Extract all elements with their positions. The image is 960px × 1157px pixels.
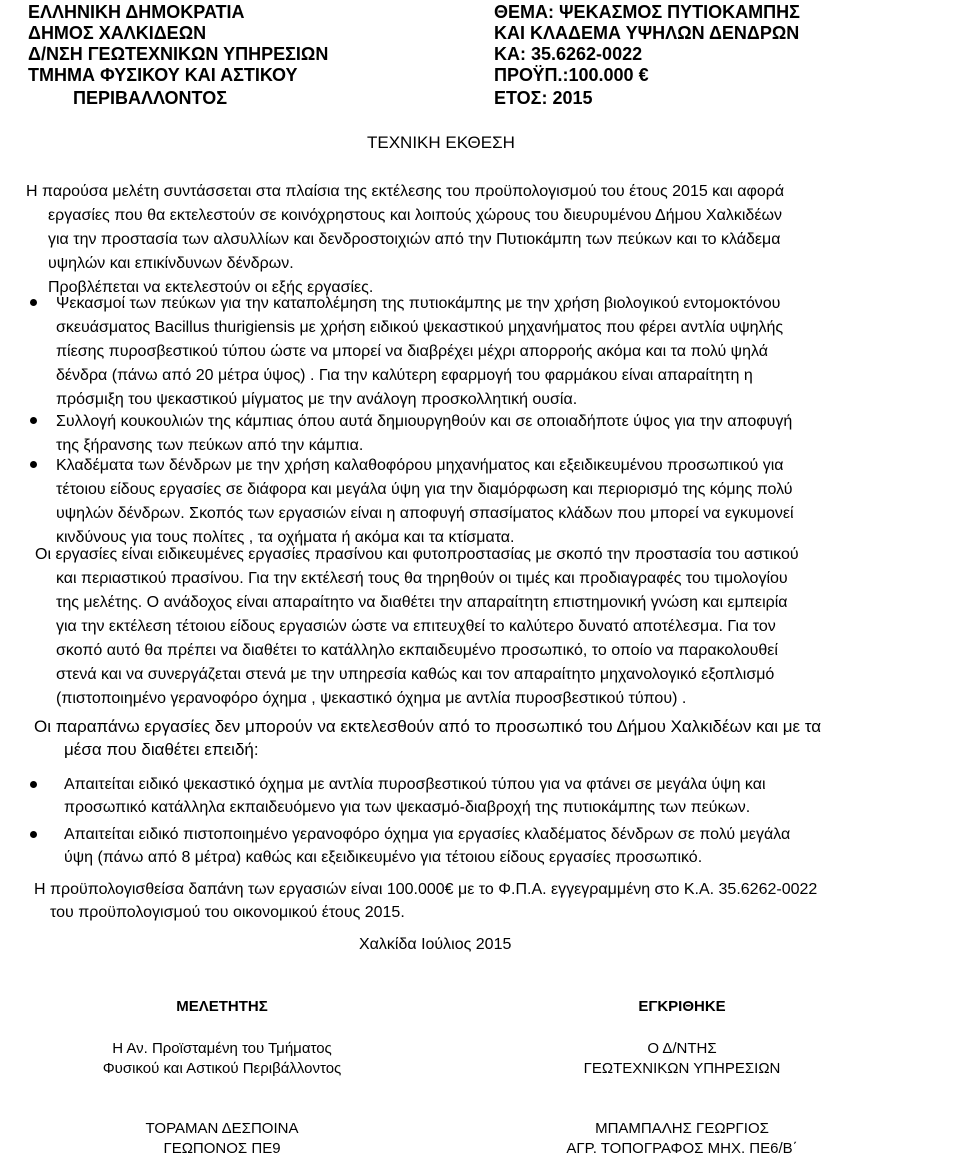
reason-line-2: μέσα που διαθέτει επειδή: bbox=[64, 740, 259, 759]
work-3-line-2: τέτοιου είδους εργασίες σε διάφορα και μεγάλα ύψη για την διαμόρφωση και περιορισμό της κόμης πολύ bbox=[56, 481, 793, 498]
budget-code: ΚΑ: 35.6262-0022 bbox=[494, 44, 643, 64]
work-1-line-1: Ψεκασμοί των πεύκων για την καταπολέμηση της πυτιοκάμπης με την χρήση βιολογικού εντομοκτόνου bbox=[56, 295, 781, 312]
work-1-line-3: πίεσης πυροσβεστικού τύπου ώστε να μπορεί να διαβρέχει μέχρι απορροής ακόμα και τα πολύ ψηλά bbox=[56, 343, 768, 360]
approver-role-2: ΓΕΩΤΕΧΝΙΚΩΝ ΥΠΗΡΕΣΙΩΝ bbox=[583, 1060, 781, 1077]
agency-line-3: Δ/ΝΣΗ ΓΕΩΤΕΧΝΙΚΩΝ ΥΠΗΡΕΣΙΩΝ bbox=[28, 44, 329, 64]
work-1-line-4: δένδρα (πάνω από 20 μέτρα ύψος) . Για την καλύτερη εφαρμογή του φαρμάκου είναι απαραίτητη η bbox=[56, 367, 753, 384]
reason-2-line-2: ύψη (πάνω από 8 μέτρα) καθώς και εξειδικευμένο για τέτοιου είδους εργασίες προσωπικό. bbox=[64, 849, 703, 866]
approver-role-1: Ο Δ/ΝΤΗΣ bbox=[647, 1040, 717, 1057]
intro-line-5: Προβλέπεται να εκτελεστούν οι εξής εργασίες. bbox=[48, 279, 374, 296]
budget-line-1: Η προϋπολογισθείσα δαπάνη των εργασιών είναι 100.000€ με το Φ.Π.Α. εγγεγραμμένη στο Κ.Α. 35.6262-0022 bbox=[34, 881, 818, 898]
bullet-icon bbox=[30, 299, 37, 306]
intro-line-1: Η παρούσα μελέτη συντάσσεται στα πλαίσια της εκτέλεσης του προϋπολογισμού του έτους 2015 και αφορά bbox=[26, 183, 785, 200]
budget-year: ΕΤΟΣ: 2015 bbox=[494, 88, 593, 108]
author-role-1: Η Αν. Προϊσταμένη του Τμήματος bbox=[112, 1040, 332, 1057]
date-place: Χαλκίδα Ιούλιος 2015 bbox=[359, 936, 512, 953]
special-line-6: στενά και να συνεργάζεται στενά με την υπηρεσία καθώς και τον απαραίτητο μηχανολογικό εξοπλισμό bbox=[56, 666, 775, 683]
author-role-2: Φυσικού και Αστικού Περιβάλλοντος bbox=[102, 1060, 342, 1077]
work-3-line-4: κινδύνους για τους πολίτες , τα οχήματα ή ακόμα και τα κτίσματα. bbox=[56, 529, 515, 546]
intro-line-4: υψηλών και επικίνδυνων δένδρων. bbox=[48, 255, 294, 272]
agency-line-2: ΔΗΜΟΣ ΧΑΛΚΙΔΕΩΝ bbox=[28, 23, 207, 43]
special-line-3: της μελέτης. Ο ανάδοχος είναι απαραίτητο να διαθέτει την απαραίτητη επιστημονική γνώση και εμπειρία bbox=[56, 594, 788, 611]
intro-line-3: για την προστασία των αλσυλλίων και δενδροστοιχιών από την Πυτιοκάμπη των πεύκων και το κλάδεμα bbox=[48, 231, 781, 248]
author-heading: ΜΕΛΕΤΗΤΗΣ bbox=[176, 998, 268, 1015]
approver-name: ΜΠΑΜΠΑΛΗΣ ΓΕΩΡΓΙΟΣ bbox=[595, 1120, 769, 1137]
approver-heading: ΕΓΚΡΙΘΗΚΕ bbox=[638, 998, 726, 1015]
work-3-line-3: υψηλών δένδρων. Σκοπός των εργασιών είναι η αποφυγή σπασίματος κλάδων που μπορεί να εγκυμονεί bbox=[56, 505, 794, 522]
subject-line-1: ΘΕΜΑ: ΨΕΚΑΣΜΟΣ ΠΥΤΙΟΚΑΜΠΗΣ bbox=[494, 2, 800, 22]
work-2-line-2: της ξήρανσης των πεύκων από την κάμπια. bbox=[56, 437, 364, 454]
document-title: ΤΕΧΝΙΚΗ ΕΚΘΕΣΗ bbox=[367, 133, 515, 152]
bullet-icon bbox=[30, 831, 37, 838]
reason-1-line-2: προσωπικό κατάλληλα εκπαιδευόμενο για των ψεκασμό-διαβροχή της πυτιοκάμπης των πεύκων. bbox=[64, 799, 751, 816]
subject-line-2: ΚΑΙ ΚΛΑΔΕΜΑ ΥΨΗΛΩΝ ΔΕΝΔΡΩΝ bbox=[494, 23, 800, 43]
special-line-4: για την εκτέλεση τέτοιου είδους εργασιών ώστε να επιτευχθεί το καλύτερο δυνατό αποτέλεσμα. Για τον bbox=[56, 618, 776, 635]
agency-line-5: ΠΕΡΙΒΑΛΛΟΝΤΟΣ bbox=[73, 88, 228, 108]
reason-1-line-1: Απαιτείται ειδικό ψεκαστικό όχημα με αντλία πυροσβεστικού τύπου για να φτάνει σε μεγάλα ύψη και bbox=[64, 776, 766, 793]
special-line-7: (πιστοποιημένο γερανοφόρο όχημα , ψεκαστικό όχημα με αντλία πυροσβεστικού τύπου) . bbox=[56, 690, 687, 707]
work-1-line-2: σκευάσματος Bacillus thurigiensis με χρήση ειδικού ψεκαστικού μηχανήματος που φέρει αντλία υψηλής bbox=[56, 319, 784, 336]
author-title: ΓΕΩΠΟΝΟΣ ΠΕ9 bbox=[163, 1140, 281, 1157]
work-1-line-5: πρόσμιξη του ψεκαστικού μίγματος με την ανάλογη προσκολλητική ουσία. bbox=[56, 391, 578, 408]
reason-line-1: Οι παραπάνω εργασίες δεν μπορούν να εκτελεσθούν από το προσωπικό του Δήμου Χαλκιδέων και με τα bbox=[34, 717, 822, 736]
agency-line-1: ΕΛΛΗΝΙΚΗ ΔΗΜΟΚΡΑΤΙΑ bbox=[28, 2, 245, 22]
agency-line-4: ΤΜΗΜΑ ΦΥΣΙΚΟΥ ΚΑΙ ΑΣΤΙΚΟΥ bbox=[28, 65, 298, 85]
bullet-icon bbox=[30, 417, 37, 424]
special-line-1: Οι εργασίες είναι ειδικευμένες εργασίες πρασίνου και φυτοπροστασίας με σκοπό την προστασία του αστικού bbox=[35, 546, 799, 563]
author-name: ΤΟΡΑΜΑΝ ΔΕΣΠΟΙΝΑ bbox=[145, 1120, 299, 1137]
special-line-5: σκοπό αυτό θα πρέπει να διαθέτει το κατάλληλο εκπαιδευμένο προσωπικό, το οποίο να παρακολουθεί bbox=[56, 642, 778, 659]
budget-line-2: του προϋπολογισμού του οικονομικού έτους 2015. bbox=[50, 904, 405, 921]
intro-line-2: εργασίες που θα εκτελεστούν σε κοινόχρηστους και λοιπούς χώρους του διευρυμένου Δήμου Χαλκιδέων bbox=[48, 207, 782, 224]
work-3-line-1: Κλαδέματα των δένδρων με την χρήση καλαθοφόρου μηχανήματος και εξειδικευμένου προσωπικού για bbox=[56, 457, 784, 474]
reason-2-line-1: Απαιτείται ειδικό πιστοποιημένο γερανοφόρο όχημα για εργασίες κλαδέματος δένδρων σε πολύ μεγάλα bbox=[64, 826, 791, 843]
bullet-icon bbox=[30, 781, 37, 788]
budget-amount: ΠΡΟΫΠ.:100.000 € bbox=[494, 65, 649, 85]
approver-title: ΑΓΡ. ΤΟΠΟΓΡΑΦΟΣ ΜΗΧ. ΠΕ6/Β΄ bbox=[566, 1140, 798, 1157]
work-2-line-1: Συλλογή κουκουλιών της κάμπιας όπου αυτά δημιουργηθούν και σε οποιαδήποτε ύψος για την αποφυγή bbox=[56, 413, 793, 430]
bullet-icon bbox=[30, 461, 37, 468]
special-line-2: και περιαστικού πρασίνου. Για την εκτέλεσή τους θα τηρηθούν οι τιμές και προδιαγραφές του τιμολογίου bbox=[56, 570, 788, 587]
